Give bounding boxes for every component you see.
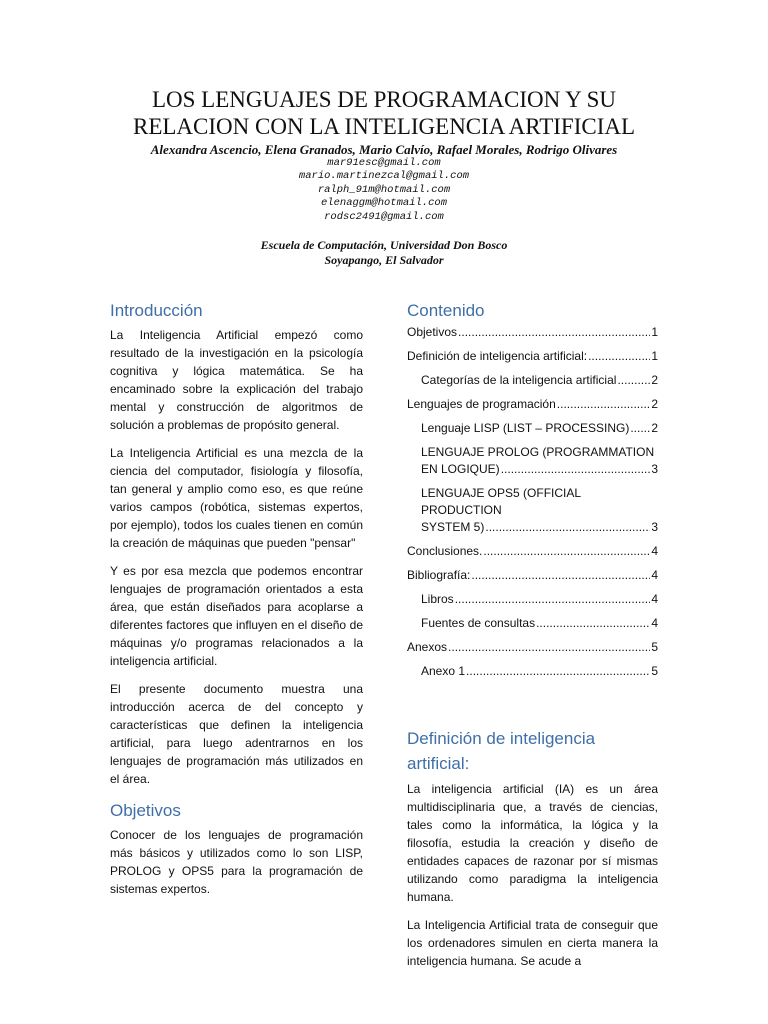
toc-page: 1: [651, 325, 658, 339]
affiliation: [0, 238, 768, 268]
email-3[interactable]: ralph_91m@hotmail.com: [317, 183, 451, 196]
email-2[interactable]: mario.martinezcal@gmail.com: [298, 170, 470, 183]
toc-label-line-2: SYSTEM 5): [421, 520, 485, 534]
toc-page: 2: [651, 373, 658, 387]
toc-item-fuentes[interactable]: [407, 615, 658, 632]
intro-paragraph-3: Y es por esa mezcla que podemos encontrar lenguajes de programación orientados a esta área, que están diseñados para acoplarse a diferentes factores que influyen en el diseño de máquinas y/o programas relacionados a la inteligencia artificial.: [110, 564, 363, 668]
definition-section: [407, 726, 658, 970]
intro-paragraph-2: La Inteligencia Artificial es una mezcla de la ciencia del computador, fisiología y filosofía, tan general y amplio como eso, es que reúne varios campos (robótica, sistemas expertos, por ejemplo), todos los cuales tienen en común la creación de máquinas que pueden "pensar": [110, 446, 363, 550]
affiliation-line-2: Soyapango, El Salvador: [324, 253, 444, 268]
toc-item-prolog[interactable]: [407, 444, 658, 478]
definition-paragraph-2: La Inteligencia Artificial trata de conseguir que los ordenadores simulen en cierta manera la inteligencia humana. Se acude a: [407, 918, 658, 968]
toc-label: Definición de inteligencia artificial:: [407, 349, 588, 363]
toc-label-line-1: LENGUAJE PROLOG (PROGRAMMATION: [421, 445, 655, 459]
paper-title: [0, 86, 768, 140]
toc-item-bibliografia[interactable]: [407, 567, 658, 584]
intro-paragraph-4: El presente documento muestra una introducción acerca de del concepto y características que definen la inteligencia artificial, para luego adentrarnos en los lenguajes de programación más utilizados en el área.: [110, 682, 363, 786]
left-column: [110, 300, 363, 908]
definition-heading: [407, 726, 658, 776]
toc-label-line-1: LENGUAJE OPS5 (OFFICIAL PRODUCTION: [421, 486, 581, 517]
toc-page: 1: [651, 349, 658, 363]
toc-page: 5: [651, 640, 658, 654]
toc-page: 4: [651, 616, 658, 630]
toc-page: 5: [651, 664, 658, 678]
toc-page: 4: [651, 568, 658, 582]
toc-label: Objetivos: [407, 325, 458, 339]
toc-heading: Contenido: [407, 301, 485, 320]
toc-label: Libros: [421, 592, 454, 606]
intro-paragraph-1: La Inteligencia Artificial empezó como resultado de la investigación en la psicología cognitiva y lógica matemática. Se ha encaminado sobre la explicación del trabajo mental y construcción de algoritmos de solución a problemas de propósito general.: [110, 328, 363, 432]
email-5[interactable]: rodsc2491@gmail.com: [324, 210, 444, 223]
toc-page: 3: [651, 462, 658, 476]
toc-item-anexos[interactable]: [407, 639, 658, 656]
toc-label: Categorías de la inteligencia artificial: [421, 373, 617, 387]
toc-item-categorias[interactable]: [407, 372, 658, 389]
objectives-heading: Objetivos: [110, 801, 181, 820]
affiliation-line-1: Escuela de Computación, Universidad Don Bosco: [260, 238, 508, 253]
toc-page: 2: [651, 421, 658, 435]
intro-heading: Introducción: [110, 301, 203, 320]
toc-item-libros[interactable]: [407, 591, 658, 608]
title-line-2: RELACION CON LA INTELIGENCIA ARTIFICIAL: [132, 114, 636, 139]
toc-item-definicion[interactable]: [407, 348, 658, 365]
toc-item-objetivos[interactable]: [407, 324, 658, 341]
toc-item-lisp[interactable]: [407, 420, 658, 437]
table-of-contents: [407, 324, 658, 680]
toc-label: Conclusiones.: [407, 544, 483, 558]
title-line-1: LOS LENGUAJES DE PROGRAMACION Y SU: [151, 87, 617, 112]
toc-label: Anexo 1: [421, 664, 466, 678]
definition-heading-line-1: Definición de inteligencia: [407, 729, 596, 748]
paper-header: [0, 86, 768, 268]
email-1[interactable]: mar91esc@gmail.com: [327, 157, 441, 169]
email-list: [0, 157, 768, 224]
objectives-paragraph: Conocer de los lenguajes de programación más básicos y utilizados como lo son LISP, PROLOG y OPS5 para la programación de sistemas expertos.: [110, 828, 363, 896]
toc-page: 3: [651, 520, 658, 534]
toc-label: Lenguajes de programación: [407, 397, 556, 411]
toc-item-lenguajes[interactable]: [407, 396, 658, 413]
authors: Alexandra Ascencio, Elena Granados, Mario Calvío, Rafael Morales, Rodrigo Olivares: [150, 142, 618, 157]
toc-label: Anexos: [407, 640, 448, 654]
toc-label: Bibliografía:: [407, 568, 471, 582]
toc-label: Fuentes de consultas: [421, 616, 536, 630]
toc-item-ops5[interactable]: [407, 485, 658, 536]
definition-paragraph-1: La inteligencia artificial (IA) es un área multidisciplinaria que, a través de ciencias, tales como la informática, la lógica y la filosofía, estudia la creación y diseño de entidades capaces de razonar por sí mismas utilizando como paradigma la inteligencia humana.: [407, 782, 658, 904]
toc-item-anexo-1[interactable]: [407, 663, 658, 680]
toc-page: 2: [651, 397, 658, 411]
definition-heading-line-2: artificial:: [407, 754, 470, 773]
right-column: [407, 300, 658, 980]
email-4[interactable]: elenaggm@hotmail.com: [320, 197, 448, 210]
toc-label-line-2: EN LOGIQUE): [421, 462, 500, 476]
toc-page: 4: [651, 544, 658, 558]
toc-label: Lenguaje LISP (LIST – PROCESSING): [421, 421, 630, 435]
toc-page: 4: [651, 592, 658, 606]
toc-item-conclusiones[interactable]: [407, 543, 658, 560]
